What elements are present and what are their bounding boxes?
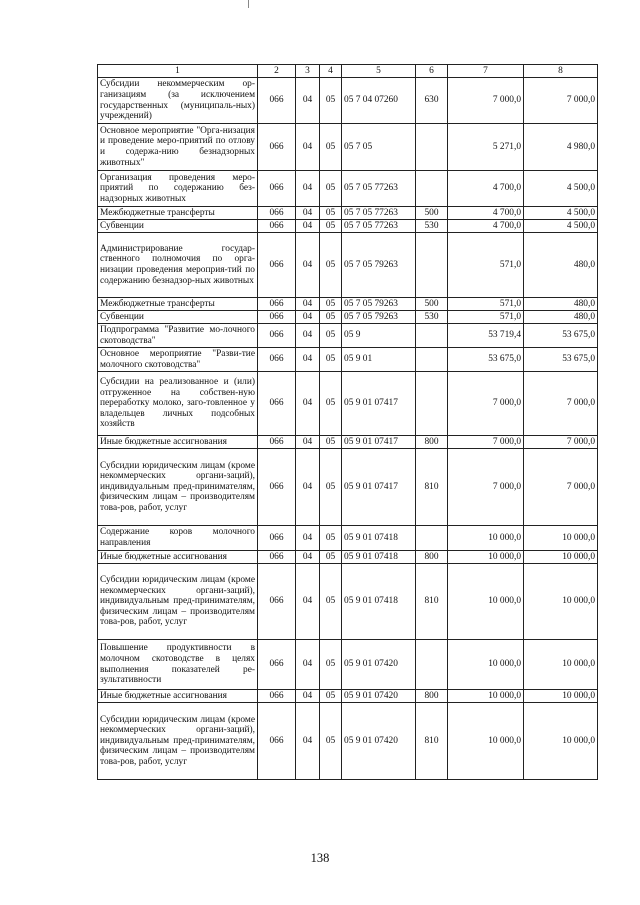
cell-amount-year1: 53 675,0	[448, 348, 524, 372]
cell-subsection: 05	[320, 298, 342, 311]
cell-name: Подпрограмма "Развитие мо-лочного скотоводства"	[98, 324, 258, 348]
cell-section: 04	[296, 449, 320, 526]
cell-name: Межбюджетные трансферты	[98, 207, 258, 220]
column-header: 7	[448, 65, 524, 78]
cell-ministry-code: 066	[258, 372, 296, 436]
column-header: 3	[296, 65, 320, 78]
cell-section: 04	[296, 690, 320, 703]
cell-expense-type: 800	[416, 436, 448, 449]
cell-ministry-code: 066	[258, 449, 296, 526]
table-row	[98, 348, 598, 372]
cell-expense-type	[416, 640, 448, 690]
cell-expense-type: 810	[416, 703, 448, 780]
cell-ministry-code: 066	[258, 436, 296, 449]
cell-subsection: 05	[320, 78, 342, 124]
cell-amount-year1: 10 000,0	[448, 703, 524, 780]
table-row	[98, 640, 598, 690]
cell-subsection: 05	[320, 551, 342, 564]
cell-expense-type: 810	[416, 564, 448, 640]
cell-name: Повышение продуктивности в молочном скотоводстве в целях выполнения показателей ре-зультативности	[98, 640, 258, 690]
cell-expense-type: 530	[416, 311, 448, 324]
cell-ministry-code: 066	[258, 311, 296, 324]
cell-ministry-code: 066	[258, 207, 296, 220]
cell-amount-year2: 10 000,0	[524, 690, 598, 703]
cell-expense-type: 810	[416, 449, 448, 526]
cell-amount-year1: 10 000,0	[448, 526, 524, 551]
table-row	[98, 703, 598, 780]
cell-amount-year2: 480,0	[524, 233, 598, 298]
cell-subsection: 05	[320, 564, 342, 640]
cell-name: Субсидии юридическим лицам (кроме некоммерческих органи-заций), индивидуальным пред-принимателям, физическим лицам – производителям това-ров, работ, услуг	[98, 564, 258, 640]
table-row	[98, 526, 598, 551]
cell-amount-year2: 10 000,0	[524, 640, 598, 690]
cell-target-article: 05 7 05 79263	[342, 298, 416, 311]
cell-amount-year2: 10 000,0	[524, 526, 598, 551]
cell-amount-year2: 10 000,0	[524, 551, 598, 564]
cell-name: Субсидии юридическим лицам (кроме некоммерческих органи-заций), индивидуальным пред-принимателям, физическим лицам – производителям това-ров, работ, услуг	[98, 449, 258, 526]
cell-target-article: 05 9 01 07420	[342, 640, 416, 690]
cell-expense-type	[416, 171, 448, 207]
cell-name: Администрирование государ-ственного полномочия по орга-низации проведения мероприя-тий по содержанию безнадзор-ных животных	[98, 233, 258, 298]
cell-amount-year2: 7 000,0	[524, 436, 598, 449]
cell-amount-year1: 10 000,0	[448, 551, 524, 564]
cell-name: Организация проведения меро-приятий по содержанию без-надзорных животных	[98, 171, 258, 207]
cell-target-article: 05 7 04 07260	[342, 78, 416, 124]
cell-ministry-code: 066	[258, 690, 296, 703]
header-row	[98, 65, 598, 78]
cell-target-article: 05 9 01	[342, 348, 416, 372]
cell-target-article: 05 9 01 07418	[342, 551, 416, 564]
cell-subsection: 05	[320, 436, 342, 449]
cell-section: 04	[296, 298, 320, 311]
cell-amount-year1: 10 000,0	[448, 690, 524, 703]
cell-amount-year2: 480,0	[524, 298, 598, 311]
cell-name: Субсидии на реализованное и (или) отгруженное на собствен-ную переработку молоко, заго-товленное у владельцев личных подсобных хозяйств	[98, 372, 258, 436]
cell-section: 04	[296, 233, 320, 298]
scan-artifact	[248, 0, 249, 8]
table-row	[98, 690, 598, 703]
cell-subsection: 05	[320, 690, 342, 703]
cell-amount-year1: 571,0	[448, 311, 524, 324]
cell-section: 04	[296, 703, 320, 780]
cell-target-article: 05 9 01 07417	[342, 436, 416, 449]
cell-amount-year1: 571,0	[448, 298, 524, 311]
cell-ministry-code: 066	[258, 348, 296, 372]
cell-amount-year2: 4 500,0	[524, 171, 598, 207]
table-row	[98, 372, 598, 436]
cell-ministry-code: 066	[258, 564, 296, 640]
cell-amount-year1: 53 719,4	[448, 324, 524, 348]
cell-name: Иные бюджетные ассигнования	[98, 690, 258, 703]
cell-amount-year1: 571,0	[448, 233, 524, 298]
cell-amount-year2: 7 000,0	[524, 78, 598, 124]
cell-ministry-code: 066	[258, 551, 296, 564]
column-header: 8	[524, 65, 598, 78]
cell-ministry-code: 066	[258, 298, 296, 311]
cell-amount-year2: 4 980,0	[524, 124, 598, 171]
cell-subsection: 05	[320, 233, 342, 298]
cell-ministry-code: 066	[258, 324, 296, 348]
cell-subsection: 05	[320, 372, 342, 436]
cell-ministry-code: 066	[258, 703, 296, 780]
cell-amount-year1: 7 000,0	[448, 436, 524, 449]
cell-subsection: 05	[320, 311, 342, 324]
table-row	[98, 233, 598, 298]
cell-expense-type: 800	[416, 690, 448, 703]
cell-section: 04	[296, 551, 320, 564]
budget-table	[97, 64, 598, 780]
table-row	[98, 324, 598, 348]
cell-target-article: 05 7 05 79263	[342, 311, 416, 324]
cell-target-article: 05 7 05 77263	[342, 171, 416, 207]
cell-subsection: 05	[320, 449, 342, 526]
cell-subsection: 05	[320, 640, 342, 690]
cell-ministry-code: 066	[258, 124, 296, 171]
table-row	[98, 449, 598, 526]
cell-amount-year2: 7 000,0	[524, 372, 598, 436]
cell-name: Содержание коров молочного направления	[98, 526, 258, 551]
cell-expense-type: 800	[416, 551, 448, 564]
cell-section: 04	[296, 564, 320, 640]
table-row	[98, 124, 598, 171]
cell-ministry-code: 066	[258, 78, 296, 124]
cell-amount-year1: 4 700,0	[448, 220, 524, 233]
cell-amount-year2: 53 675,0	[524, 348, 598, 372]
cell-expense-type	[416, 348, 448, 372]
cell-subsection: 05	[320, 207, 342, 220]
cell-expense-type	[416, 324, 448, 348]
cell-amount-year1: 4 700,0	[448, 171, 524, 207]
cell-subsection: 05	[320, 171, 342, 207]
cell-ministry-code: 066	[258, 171, 296, 207]
column-header: 2	[258, 65, 296, 78]
column-header: 6	[416, 65, 448, 78]
cell-target-article: 05 7 05	[342, 124, 416, 171]
cell-amount-year2: 10 000,0	[524, 564, 598, 640]
cell-name: Иные бюджетные ассигнования	[98, 551, 258, 564]
cell-expense-type	[416, 233, 448, 298]
cell-section: 04	[296, 220, 320, 233]
table-row	[98, 551, 598, 564]
table-row	[98, 298, 598, 311]
cell-amount-year1: 5 271,0	[448, 124, 524, 171]
column-header: 4	[320, 65, 342, 78]
cell-section: 04	[296, 526, 320, 551]
cell-subsection: 05	[320, 526, 342, 551]
cell-amount-year1: 7 000,0	[448, 372, 524, 436]
cell-target-article: 05 9 01 07417	[342, 372, 416, 436]
cell-target-article: 05 7 05 77263	[342, 207, 416, 220]
table-row	[98, 564, 598, 640]
cell-amount-year2: 7 000,0	[524, 449, 598, 526]
cell-target-article: 05 9 01 07420	[342, 690, 416, 703]
cell-amount-year1: 7 000,0	[448, 449, 524, 526]
cell-expense-type	[416, 124, 448, 171]
cell-subsection: 05	[320, 220, 342, 233]
table-row	[98, 436, 598, 449]
cell-section: 04	[296, 171, 320, 207]
table-body	[98, 78, 598, 780]
cell-section: 04	[296, 207, 320, 220]
cell-subsection: 05	[320, 348, 342, 372]
cell-expense-type: 500	[416, 298, 448, 311]
table-row	[98, 207, 598, 220]
cell-target-article: 05 9 01 07418	[342, 564, 416, 640]
cell-amount-year1: 7 000,0	[448, 78, 524, 124]
cell-name: Основное мероприятие "Разви-тие молочного скотоводства"	[98, 348, 258, 372]
cell-expense-type	[416, 372, 448, 436]
cell-name: Межбюджетные трансферты	[98, 298, 258, 311]
cell-expense-type: 500	[416, 207, 448, 220]
cell-target-article: 05 9 01 07417	[342, 449, 416, 526]
cell-name: Иные бюджетные ассигнования	[98, 436, 258, 449]
page-number: 138	[310, 851, 330, 865]
cell-name: Субвенции	[98, 311, 258, 324]
cell-section: 04	[296, 78, 320, 124]
cell-ministry-code: 066	[258, 220, 296, 233]
cell-target-article: 05 9	[342, 324, 416, 348]
cell-amount-year2: 480,0	[524, 311, 598, 324]
table-row	[98, 78, 598, 124]
cell-amount-year1: 10 000,0	[448, 564, 524, 640]
cell-section: 04	[296, 311, 320, 324]
cell-amount-year1: 4 700,0	[448, 207, 524, 220]
cell-expense-type: 530	[416, 220, 448, 233]
cell-amount-year2: 53 675,0	[524, 324, 598, 348]
cell-name: Основное мероприятие "Орга-низация и проведение меро-приятий по отлову и содержа-нию безнадзорных животных"	[98, 124, 258, 171]
cell-section: 04	[296, 348, 320, 372]
cell-target-article: 05 9 01 07418	[342, 526, 416, 551]
cell-ministry-code: 066	[258, 526, 296, 551]
cell-section: 04	[296, 436, 320, 449]
cell-section: 04	[296, 640, 320, 690]
cell-amount-year2: 10 000,0	[524, 703, 598, 780]
cell-subsection: 05	[320, 703, 342, 780]
cell-section: 04	[296, 124, 320, 171]
cell-amount-year2: 4 500,0	[524, 207, 598, 220]
cell-target-article: 05 9 01 07420	[342, 703, 416, 780]
cell-subsection: 05	[320, 324, 342, 348]
cell-name: Субвенции	[98, 220, 258, 233]
cell-amount-year2: 4 500,0	[524, 220, 598, 233]
cell-section: 04	[296, 372, 320, 436]
cell-ministry-code: 066	[258, 233, 296, 298]
cell-target-article: 05 7 05 77263	[342, 220, 416, 233]
cell-expense-type	[416, 526, 448, 551]
cell-amount-year1: 10 000,0	[448, 640, 524, 690]
column-header: 1	[98, 65, 258, 78]
column-header: 5	[342, 65, 416, 78]
cell-target-article: 05 7 05 79263	[342, 233, 416, 298]
cell-ministry-code: 066	[258, 640, 296, 690]
cell-section: 04	[296, 324, 320, 348]
table-row	[98, 311, 598, 324]
cell-expense-type: 630	[416, 78, 448, 124]
cell-subsection: 05	[320, 124, 342, 171]
table-row	[98, 171, 598, 207]
cell-name: Субсидии юридическим лицам (кроме некоммерческих органи-заций), индивидуальным пред-принимателям, физическим лицам – производителям това-ров, работ, услуг	[98, 703, 258, 780]
table-row	[98, 220, 598, 233]
cell-name: Субсидии некоммерческим ор-ганизациям (за исключением государственных (муниципаль-ных) учреждений)	[98, 78, 258, 124]
